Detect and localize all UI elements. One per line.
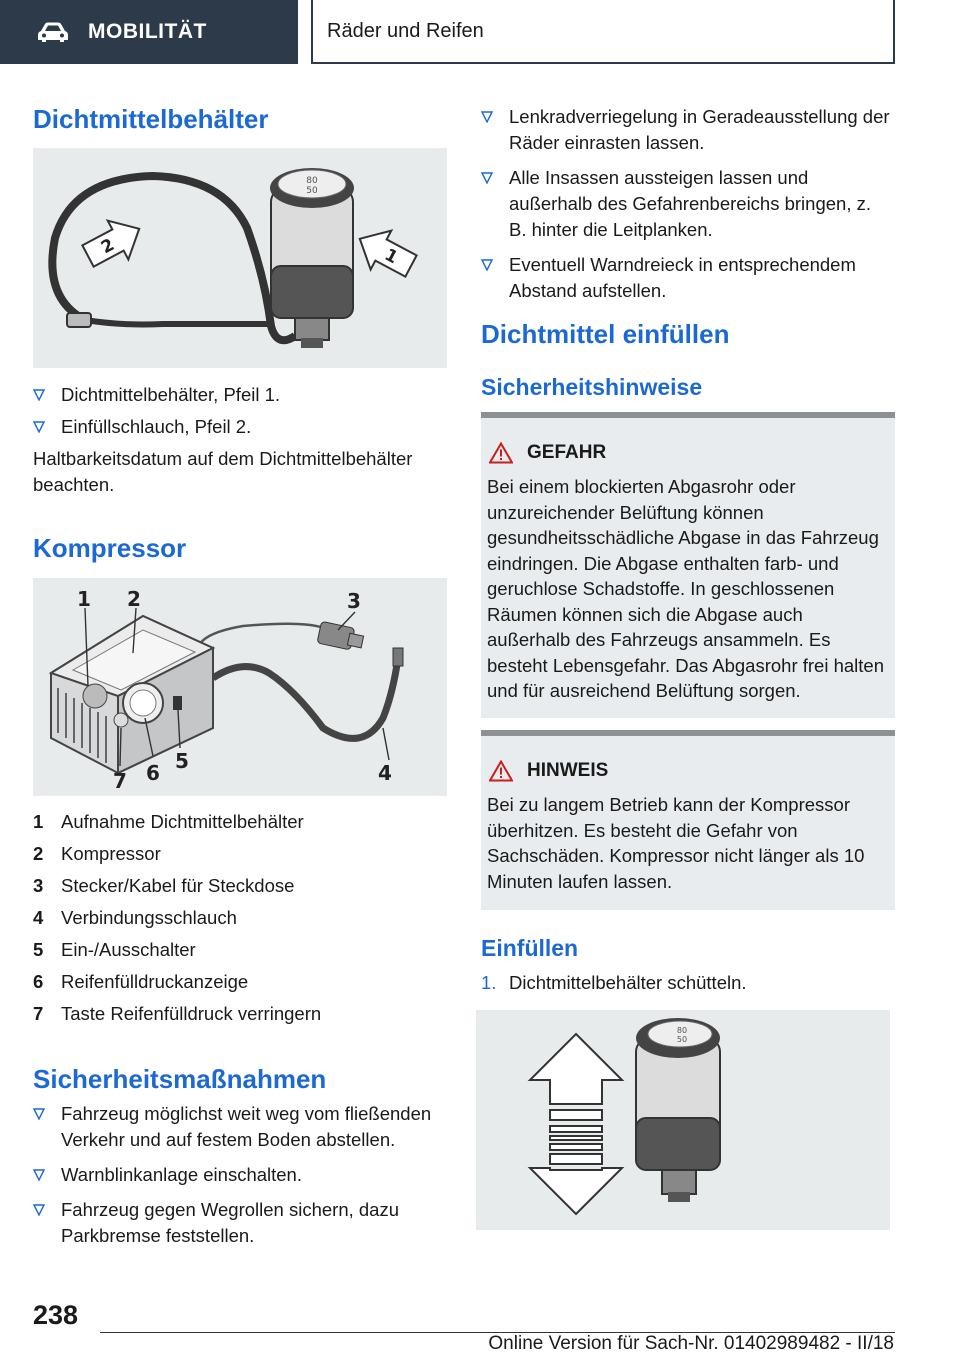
compressor-label-4: 4 [378,761,392,785]
safety-bullet: Fahrzeug gegen Wegrollen sichern, dazu Parkbremse feststellen. [33,1197,453,1249]
shake-container-illustration [476,1010,890,1230]
svg-text:50: 50 [676,1035,688,1044]
list-item: 3 Stecker/Kabel für Steckdose [33,875,295,896]
compressor-label-6: 6 [146,761,160,785]
triangle-bullet-icon [33,389,45,401]
notice-box [481,730,895,910]
svg-text:50: 50 [306,186,318,196]
compressor-label-3: 3 [347,589,361,613]
header-chapter [311,0,895,64]
list-item: 1 Aufnahme Dichtmittelbehälter [33,811,304,832]
shake-container-image [476,1010,890,1230]
danger-body: Bei einem blockierten Abgasrohr oder unzureichender Belüftung können gesundheitsschädliche Abgase in das Fahrzeug eindringen. Die Abgase enthalten farb- und geruchlose Schadstoffe. In geschlossenen Räumen können sich die Abgase auch außerhalb des Fahrzeugs ansammeln. Es besteht Lebensgefahr. Das Abgasrohr frei halten und für ausreichend Belüftung sorgen. [487,476,884,701]
compressor-image [33,578,447,796]
notice-title: HINWEIS [527,760,609,781]
notice-body: Bei zu langem Betrieb kann der Kompressor überhitzen. Es besteht die Gefahr von Sachschäden. Kompressor nicht länger als 10 Minuten laufen lassen. [487,794,865,892]
list-item: 6 Reifenfülldruckanzeige [33,971,249,992]
step-1-number: 1. [481,972,497,993]
heading-filling: Einfüllen [481,935,579,961]
compressor-label-1: 1 [77,587,91,611]
heading-safety-measures: Sicherheitsmaßnahmen [33,1064,327,1094]
header-section-tab[interactable] [0,0,298,64]
svg-text:80: 80 [306,176,318,186]
sealant-container-illustration [33,148,447,368]
list-item: 2 Kompressor [33,843,161,864]
triangle-bullet-icon [481,259,493,271]
expiry-note: Haltbarkeitsdatum auf dem Dichtmittelbehälter beachten. [33,448,413,495]
danger-box [481,412,895,718]
step-1 [481,970,895,996]
compressor-label-7: 7 [113,769,127,793]
page-number: 238 [33,1300,79,1330]
heading-fill-sealant: Dichtmittel einfüllen [481,319,730,349]
heading-compressor: Kompressor [33,533,187,563]
safety-bullet: Alle Insassen aussteigen lassen und außerhalb des Gefahrenbereichs bringen, z. B. hinter die Leitplanken. [481,165,893,243]
footer-version: Online Version für Sach-Nr. 01402989482 - II/18 [488,1333,894,1354]
safety-bullet: Warnblinkanlage einschalten. [33,1162,453,1188]
list-item: 7 Taste Reifenfülldruck verringern [33,1003,322,1024]
compressor-illustration [33,578,447,796]
triangle-bullet-icon [33,1204,45,1216]
compressor-label-5: 5 [175,749,189,773]
sealant-container-image [33,148,447,368]
triangle-bullet-icon [33,1169,45,1181]
header-section-title: MOBILITÄT [88,20,207,43]
step-1-text: Dichtmittelbehälter schütteln. [509,972,747,993]
car-icon [36,21,70,43]
warning-triangle-icon [489,760,513,782]
list-item: 4 Verbindungsschlauch [33,907,237,928]
arrow-2-label: 2 [97,234,118,259]
list-item: 5 Ein-/Ausschalter [33,939,196,960]
safety-bullet: Lenkradverriegelung in Geradeausstellung der Räder einrasten lassen. [481,104,893,156]
triangle-bullet-icon [33,1108,45,1120]
heading-safety-notes: Sicherheitshinweise [481,374,703,400]
triangle-bullet-icon [481,172,493,184]
header-chapter-title: Räder und Reifen [327,19,484,42]
compressor-label-2: 2 [127,587,141,611]
heading-sealant-container: Dichtmittelbehälter [33,104,269,134]
danger-title: GEFAHR [527,442,607,463]
compressor-parts-list [33,806,447,1030]
svg-text:80: 80 [676,1026,688,1035]
triangle-bullet-icon [33,421,45,433]
arrow-1-label: 1 [381,244,402,269]
safety-bullet: Eventuell Warndreieck in entsprechendem Abstand aufstellen. [481,252,893,304]
warning-triangle-icon [489,442,513,464]
bullet-container-arrow-1: Dichtmittelbehälter, Pfeil 1. [33,382,447,408]
triangle-bullet-icon [481,111,493,123]
bullet-hose-arrow-2: Einfüllschlauch, Pfeil 2. [33,414,447,440]
safety-bullet: Fahrzeug möglichst weit weg vom fließenden Verkehr und auf festem Boden abstellen. [33,1101,453,1153]
